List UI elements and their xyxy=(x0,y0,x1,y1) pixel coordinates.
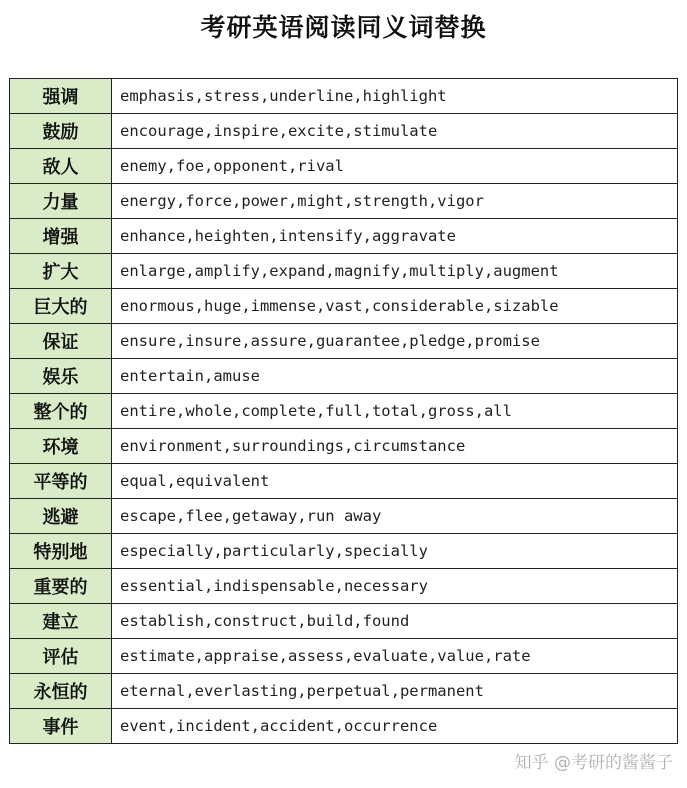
chinese-term-cell: 敌人 xyxy=(10,149,112,184)
table-row xyxy=(10,639,678,674)
synonyms-cell: establish,construct,build,found xyxy=(112,604,678,639)
table-row xyxy=(10,359,678,394)
chinese-term-cell: 永恒的 xyxy=(10,674,112,709)
chinese-term-cell: 娱乐 xyxy=(10,359,112,394)
table-row xyxy=(10,184,678,219)
chinese-term-cell: 评估 xyxy=(10,639,112,674)
synonyms-cell: especially,particularly,specially xyxy=(112,534,678,569)
table-row xyxy=(10,534,678,569)
page-title: 考研英语阅读同义词替换 xyxy=(200,13,487,42)
synonyms-cell: eternal,everlasting,perpetual,permanent xyxy=(112,674,678,709)
chinese-term-cell: 力量 xyxy=(10,184,112,219)
chinese-term-cell: 鼓励 xyxy=(10,114,112,149)
table-row xyxy=(10,79,678,114)
table-row xyxy=(10,604,678,639)
synonyms-cell: energy,force,power,might,strength,vigor xyxy=(112,184,678,219)
table-row xyxy=(10,499,678,534)
chinese-term-cell: 重要的 xyxy=(10,569,112,604)
chinese-term-cell: 事件 xyxy=(10,709,112,744)
table-row xyxy=(10,219,678,254)
table-row xyxy=(10,324,678,359)
watermark: 知乎 @考研的酱酱子 xyxy=(514,753,673,773)
synonyms-cell: ensure,insure,assure,guarantee,pledge,promise xyxy=(112,324,678,359)
synonyms-cell: entertain,amuse xyxy=(112,359,678,394)
synonyms-cell: emphasis,stress,underline,highlight xyxy=(112,79,678,114)
chinese-term-cell: 强调 xyxy=(10,79,112,114)
synonyms-cell: enlarge,amplify,expand,magnify,multiply,augment xyxy=(112,254,678,289)
chinese-term-cell: 环境 xyxy=(10,429,112,464)
chinese-term-cell: 建立 xyxy=(10,604,112,639)
table-row xyxy=(10,674,678,709)
table-row xyxy=(10,569,678,604)
table-row xyxy=(10,464,678,499)
table-row xyxy=(10,289,678,324)
table-row xyxy=(10,429,678,464)
table-row xyxy=(10,149,678,184)
chinese-term-cell: 平等的 xyxy=(10,464,112,499)
chinese-term-cell: 扩大 xyxy=(10,254,112,289)
chinese-term-cell: 逃避 xyxy=(10,499,112,534)
synonyms-cell: enemy,foe,opponent,rival xyxy=(112,149,678,184)
synonyms-cell: estimate,appraise,assess,evaluate,value,rate xyxy=(112,639,678,674)
synonyms-cell: essential,indispensable,necessary xyxy=(112,569,678,604)
synonyms-cell: entire,whole,complete,full,total,gross,all xyxy=(112,394,678,429)
table-row xyxy=(10,709,678,744)
synonyms-cell: equal,equivalent xyxy=(112,464,678,499)
chinese-term-cell: 巨大的 xyxy=(10,289,112,324)
chinese-term-cell: 特别地 xyxy=(10,534,112,569)
synonyms-cell: encourage,inspire,excite,stimulate xyxy=(112,114,678,149)
chinese-term-cell: 保证 xyxy=(10,324,112,359)
synonym-table xyxy=(9,78,678,744)
synonyms-cell: enormous,huge,immense,vast,considerable,sizable xyxy=(112,289,678,324)
synonyms-cell: environment,surroundings,circumstance xyxy=(112,429,678,464)
table-row xyxy=(10,114,678,149)
synonyms-cell: enhance,heighten,intensify,aggravate xyxy=(112,219,678,254)
table-row xyxy=(10,394,678,429)
table-row xyxy=(10,254,678,289)
synonyms-cell: escape,flee,getaway,run away xyxy=(112,499,678,534)
chinese-term-cell: 增强 xyxy=(10,219,112,254)
synonyms-cell: event,incident,accident,occurrence xyxy=(112,709,678,744)
chinese-term-cell: 整个的 xyxy=(10,394,112,429)
